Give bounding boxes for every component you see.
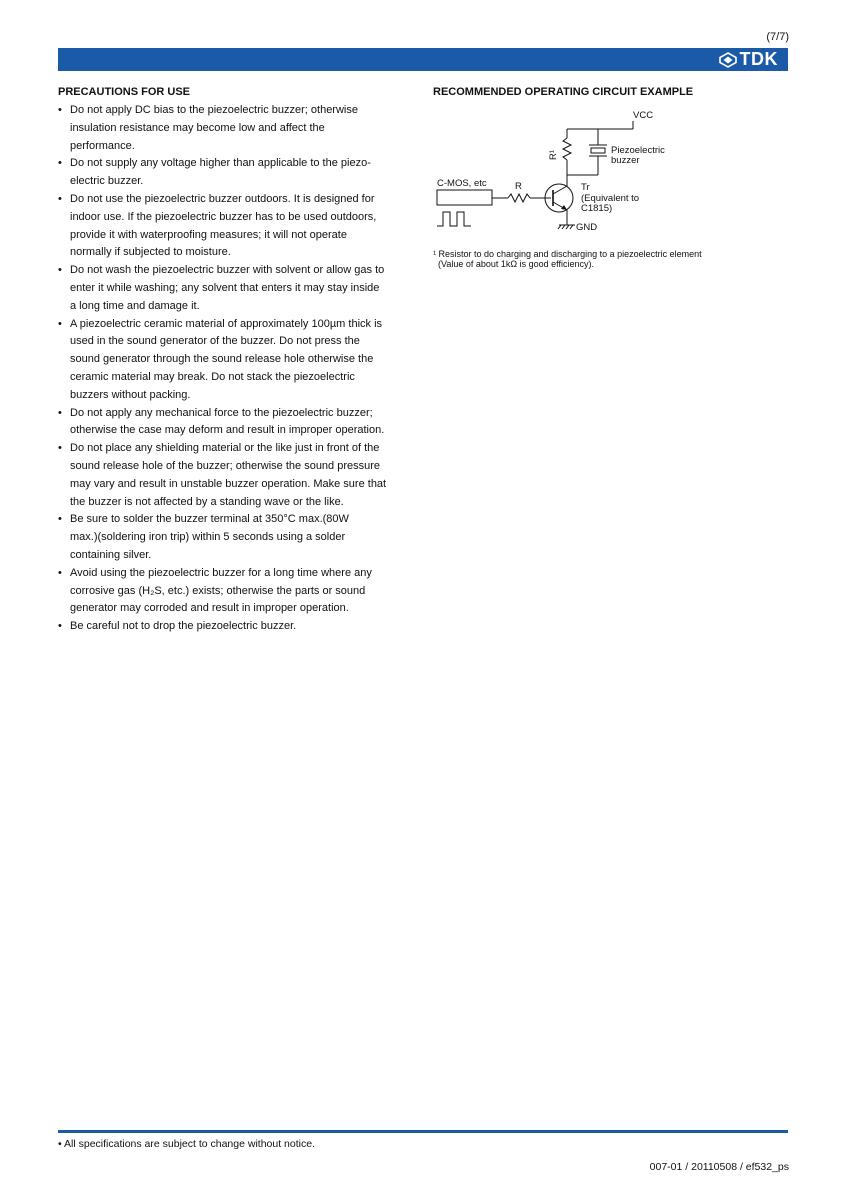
precaution-line: otherwise the case may deform and result in improper operation. xyxy=(70,424,385,437)
bullet-icon: • xyxy=(58,566,62,579)
tr-label-line3: C1815) xyxy=(581,203,613,214)
header-bar xyxy=(58,48,788,71)
precaution-line: Do not apply DC bias to the piezoelectric buzzer; otherwise xyxy=(70,104,358,116)
precaution-line: Be sure to solder the buzzer terminal at 350°C max.(80W xyxy=(70,513,349,526)
precaution-item xyxy=(58,316,418,405)
precaution-line: enter it while washing; any solvent that enters it may stay inside xyxy=(70,281,380,294)
tr-label-line2: (Equivalent to xyxy=(581,193,640,204)
r1-label: R¹ xyxy=(548,149,559,160)
square-wave-icon xyxy=(437,212,471,226)
precaution-line: Do not apply any mechanical force to the piezoelectric buzzer; xyxy=(70,406,373,419)
r1-resistor xyxy=(563,138,571,160)
bullet-icon: • xyxy=(58,620,62,633)
vcc-label: VCC xyxy=(633,110,654,121)
bullet-icon: • xyxy=(58,264,62,277)
piezo-body xyxy=(591,148,605,153)
page-number: (7/7) xyxy=(766,31,789,43)
precaution-item xyxy=(58,565,418,618)
bullet-icon: • xyxy=(58,192,62,205)
precaution-item xyxy=(58,511,418,564)
precaution-line: Avoid using the piezoelectric buzzer for a long time where any xyxy=(70,566,372,579)
precaution-line: a long time and damage it. xyxy=(70,299,200,312)
precaution-line: electric buzzer. xyxy=(70,175,144,188)
logo-text: TDK xyxy=(739,49,778,69)
footer-bar xyxy=(58,1130,788,1133)
tr-label-line1: Tr xyxy=(581,182,590,193)
precaution-line: Do not wash the piezoelectric buzzer with solvent or allow gas to xyxy=(70,264,385,277)
bullet-icon: • xyxy=(58,406,62,419)
precaution-line: Be careful not to drop the piezoelectric buzzer. xyxy=(70,620,297,633)
precaution-item xyxy=(58,440,418,511)
footnote-line-1: ¹ Resistor to do charging and discharging to a piezoelectric element xyxy=(433,249,702,259)
cmos-label: C-MOS, etc xyxy=(437,178,487,189)
precaution-item xyxy=(58,618,418,636)
precaution-line: generator may corroded and result in improper operation. xyxy=(70,602,349,615)
bullet-icon: • xyxy=(58,442,62,455)
precaution-line: containing silver. xyxy=(70,548,152,561)
precaution-line: sound release hole of the buzzer; otherwise the sound pressure xyxy=(70,459,381,472)
precautions-list xyxy=(58,102,418,636)
precaution-line: Do not use the piezoelectric buzzer outdoors. It is designed for xyxy=(70,192,375,205)
precaution-line: ceramic material may break. Do not stack the piezoelectric xyxy=(70,370,355,383)
precaution-line: corrosive gas (H₂S, etc.) exists; otherwise the parts or sound xyxy=(70,584,366,597)
bullet-icon: • xyxy=(58,104,62,116)
tdk-emblem-icon xyxy=(718,52,738,68)
precautions-title: PRECAUTIONS FOR USE xyxy=(58,86,191,98)
doc-code: 007-01 / 20110508 / ef532_ps xyxy=(649,1161,789,1173)
r-label: R xyxy=(515,181,522,192)
precaution-item xyxy=(58,102,418,155)
piezo-label-line2: buzzer xyxy=(611,155,640,166)
precaution-line: A piezoelectric ceramic material of approximately 100µm thick is xyxy=(70,317,383,330)
precaution-item xyxy=(58,191,418,262)
precaution-line: sound generator through the sound release hole otherwise the xyxy=(70,353,374,366)
tdk-logo xyxy=(718,49,779,70)
precaution-line: the buzzer is not affected by a standing wave or the like. xyxy=(70,495,344,508)
r-resistor xyxy=(508,194,530,202)
precaution-line: max.)(soldering iron trip) within 5 seconds using a solder xyxy=(70,531,346,544)
cmos-box xyxy=(437,190,492,205)
precaution-line: insulation resistance may become low and affect the xyxy=(70,121,325,134)
precaution-line: Do not supply any voltage higher than applicable to the piezo- xyxy=(70,157,371,170)
circuit-section xyxy=(433,86,788,269)
circuit-title: RECOMMENDED OPERATING CIRCUIT EXAMPLE xyxy=(433,86,694,98)
precaution-item xyxy=(58,155,418,191)
bullet-icon: • xyxy=(58,513,62,526)
precaution-item xyxy=(58,262,418,315)
precaution-line: provide it with waterproofing measures; it will not operate xyxy=(70,228,347,241)
footer-note: • All specifications are subject to change without notice. xyxy=(58,1138,315,1150)
precaution-line: normally if subjected to moisture. xyxy=(70,246,231,259)
precaution-line: buzzers without packing. xyxy=(70,388,191,401)
bullet-icon: • xyxy=(58,317,62,330)
circuit-footnote xyxy=(433,249,773,269)
piezo-label-line1: Piezoelectric xyxy=(611,145,665,156)
precautions-section xyxy=(58,86,418,636)
precaution-line: used in the sound generator of the buzzer. Do not press the xyxy=(70,335,360,348)
precaution-line: performance. xyxy=(70,139,135,152)
circuit-diagram xyxy=(433,108,753,248)
precaution-line: Do not place any shielding material or the like just in front of the xyxy=(70,442,380,455)
precaution-line: may vary and result in unstable buzzer operation. Make sure that xyxy=(70,477,387,490)
precaution-line: indoor use. If the piezoelectric buzzer has to be used outdoors, xyxy=(70,210,377,223)
gnd-label: GND xyxy=(576,222,598,233)
bullet-icon: • xyxy=(58,157,62,170)
precaution-item xyxy=(58,405,418,441)
transistor-collector xyxy=(553,186,567,194)
footnote-line-2: (Value of about 1kΩ is good efficiency). xyxy=(438,259,594,269)
